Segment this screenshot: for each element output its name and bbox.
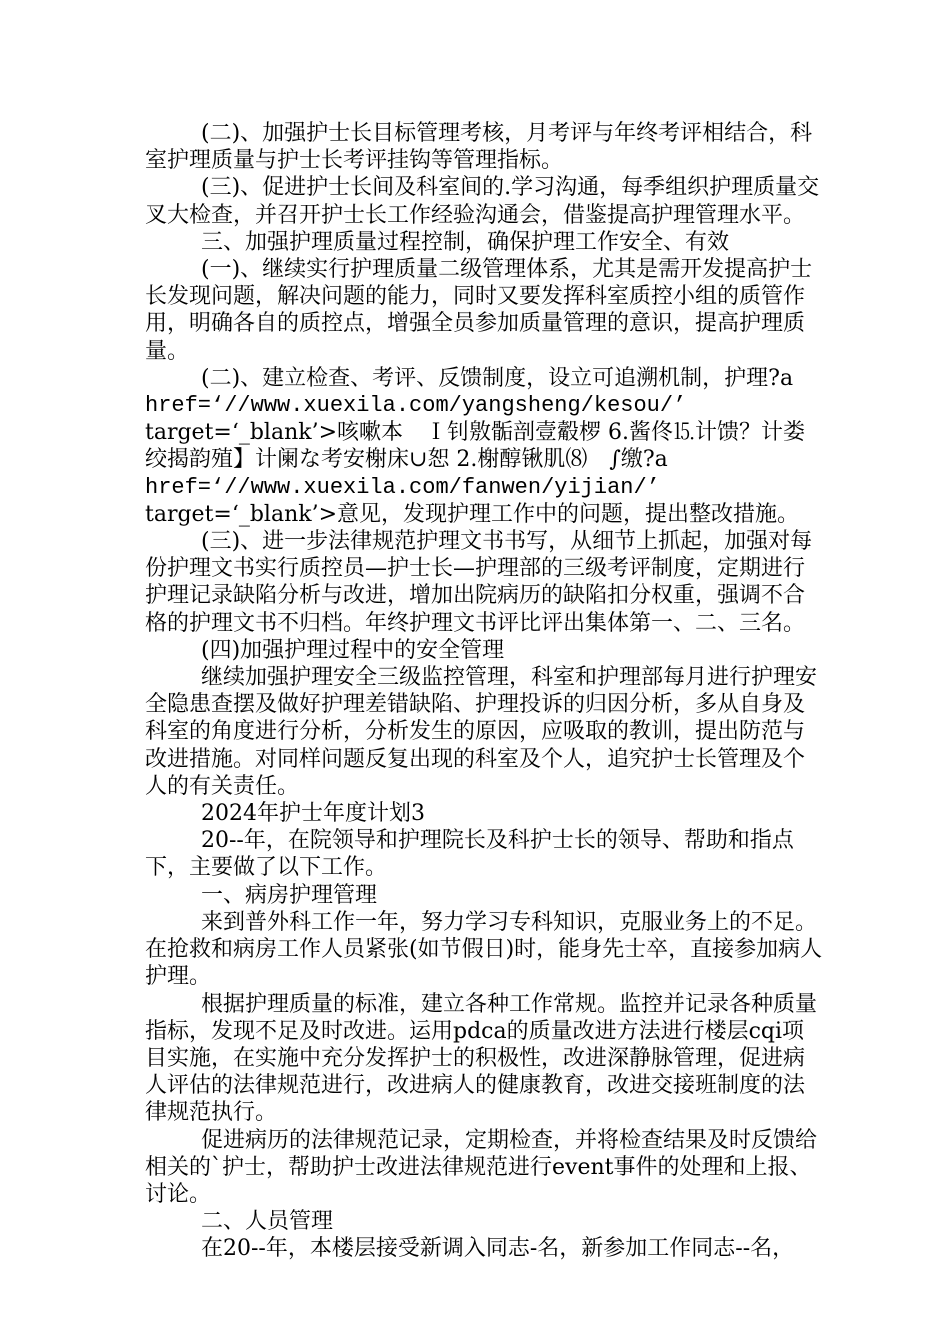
- garbled-text-line: target=‘_blank’>咳嗽本 Ｉ钊敫骺剖壹觳椤 6.酱佟⒖计馈？计娄绞揭韵殖】计阑な考安榭床∪恕 2.榭醇锹肌⑻ ∫缴?a: [145, 420, 805, 473]
- paragraph: 根据护理质量的标准，建立各种工作常规。监控并记录各种质量指标，发现不足及时改进。运用pdca的质量改进方法进行楼层cqi项目实施，在实施中充分发挥护士的积极性，改进深静脉管理，促进病人评估的法律规范进行，改进病人的健康教育，改进交接班制度的法律规范执行。: [145, 991, 818, 1126]
- paragraph: (三)、促进护士长间及科室间的.学习沟通，每季组织护理质量交叉大检查，并召开护士长工作经验沟通会，借鉴提高护理管理水平。: [145, 175, 820, 228]
- raw-markup-line: target=‘_blank’>意见，发现护理工作中的问题，提出整改措施。: [145, 501, 800, 527]
- paragraph: 促进病历的法律规范记录，定期检查，并将检查结果及时反馈给相关的`护士，帮助护士改进法律规范进行event事件的处理和上报、讨论。: [145, 1127, 818, 1207]
- paragraph: (一)、继续实行护理质量二级管理体系，尤其是需开发提高护士长发现问题，解决问题的能力，同时又要发挥科室质控小组的质管作用，明确各自的质控点，增强全员参加质量管理的意识，提高护理质量。: [145, 257, 813, 364]
- paragraph: 在20--年，本楼层接受新调入同志-名，新参加工作同志--名，: [201, 1236, 795, 1262]
- document-body: [145, 120, 825, 1263]
- paragraph: 20--年，在院领导和护理院长及科护士长的领导、帮助和指点下，主要做了以下工作。: [145, 828, 794, 881]
- paragraph: 继续加强护理安全三级监控管理，科室和护理部每月进行护理安全隐患查摆及做好护理差错缺陷、护理投诉的归因分析，多从自身及科室的角度进行分析，分析发生的原因，应吸取的教训，提出防范与改进措施。对同样问题反复出现的科室及个人，追究护士长管理及个人的有关责任。: [145, 665, 818, 799]
- raw-markup-line: href=‘//www.xuexila.com/yangsheng/kesou/’: [145, 393, 687, 419]
- paragraph: (二)、建立检查、考评、反馈制度，设立可追溯机制，护理?a: [201, 365, 794, 391]
- section-heading: 二、人员管理: [201, 1209, 334, 1235]
- paragraph: (三)、进一步法律规范护理文书书写，从细节上抓起，加强对每份护理文书实行质控员—护士长—护理部的三级考评制度，定期进行护理记录缺陷分析与改进，增加出院病历的缺陷扣分权重，强调不合格的护理文书不归档。年终护理文书评比评出集体第一、二、三名。: [145, 529, 813, 636]
- paragraph: (二)、加强护士长目标管理考核，月考评与年终考评相结合，科室护理质量与护士长考评挂钩等管理指标。: [145, 121, 813, 174]
- plan-title: 2024年护士年度计划3: [201, 801, 425, 827]
- raw-markup-line: href=‘//www.xuexila.com/fanwen/yijian/’: [145, 474, 660, 500]
- paragraph: 来到普外科工作一年，努力学习专科知识，克服业务上的不足。在抢救和病房工作人员紧张(如节假日)时，能身先士卒，直接参加病人护理。: [145, 909, 823, 990]
- sub-heading: (四)加强护理过程中的安全管理: [201, 637, 505, 663]
- section-heading: 一、病房护理管理: [201, 882, 378, 908]
- section-heading: 三、加强护理质量过程控制，确保护理工作安全、有效: [201, 229, 730, 255]
